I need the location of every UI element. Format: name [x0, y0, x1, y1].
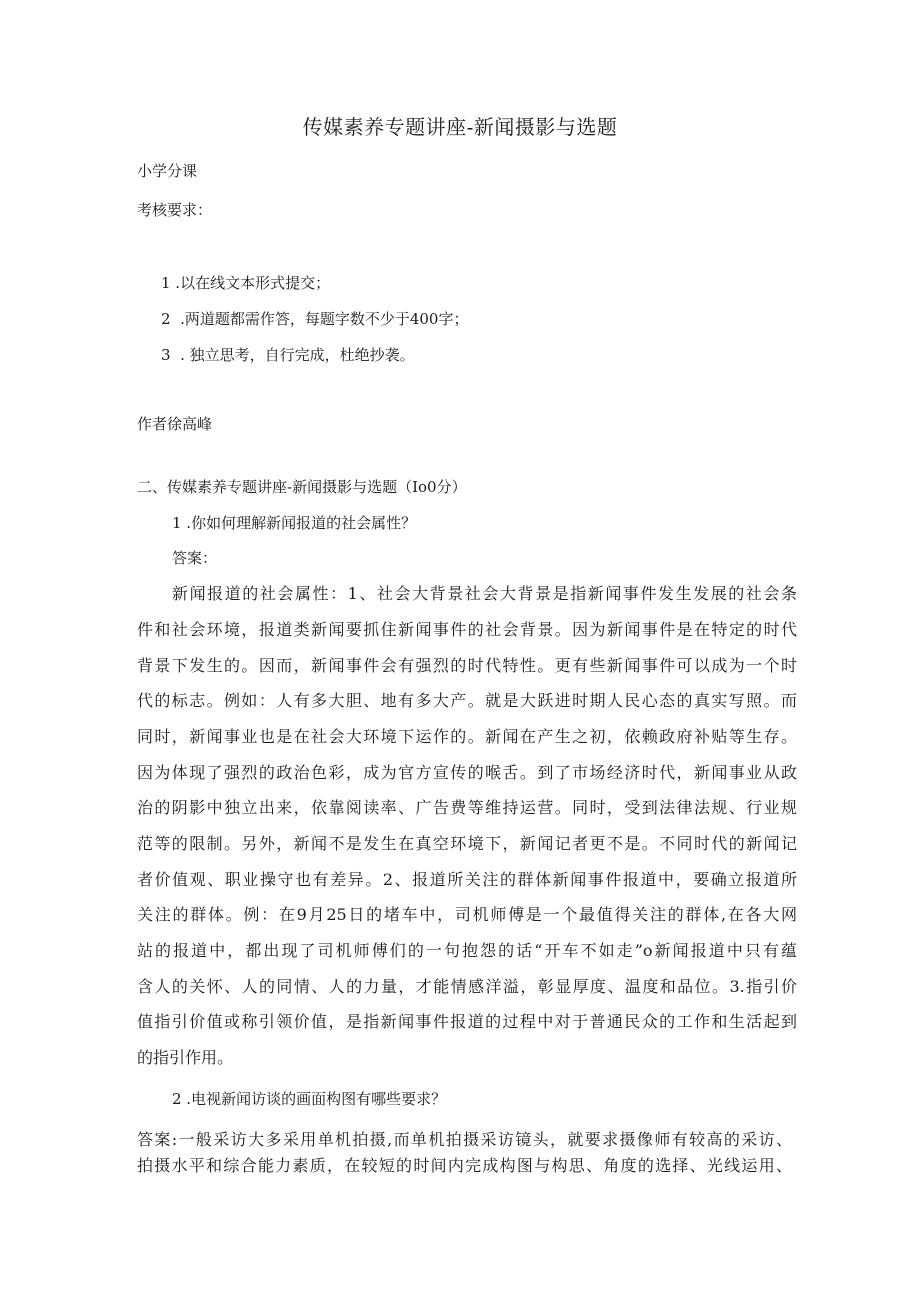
answer-1-line: 同时，新闻事业也是在社会大环境下运作的。新闻在产生之初，依赖政府补贴等生存。 [137, 727, 797, 746]
answer-1-line: 件和社会环境，报道类新闻要抓住新闻事件的社会背景。因为新闻事件是在特定的时代 [137, 620, 797, 639]
section-heading: 二、传媒素养专题讲座-新闻摄影与选题（Io0分） [137, 478, 467, 496]
answer-1-line: 代的标志。例如：人有多大胆、地有多大产。就是大跃进时期人民心态的真实写照。而 [137, 691, 797, 710]
document-title: 传媒素养专题讲座-新闻摄影与选题 [302, 115, 618, 139]
requirements-heading: 考核要求： [137, 201, 213, 219]
answer-1-line: 站的报道中，都出现了司机师傅们的一句抱怨的话“开车不如走”o新闻报道中只有蕴 [137, 941, 797, 960]
answer-1-line: 范等的限制。另外，新闻不是发生在真空环境下，新闻记者更不是。不同时代的新闻记 [137, 834, 797, 853]
answer-1-line: 因为体现了强烈的政治色彩，成为官方宣传的喉舌。到了市场经济时代，新闻事业从政 [137, 763, 797, 782]
answer-1-line: 背景下发生的。因而，新闻事件会有强烈的时代特性。更有些新闻事件可以成为一个时 [137, 656, 797, 675]
requirement-item: 3 . 独立思考，自行完成，杜绝抄袭。 [161, 346, 415, 364]
answer-label: 答案： [172, 549, 218, 567]
question-2: 2 .电视新闻访谈的画面构图有哪些要求？ [172, 1090, 447, 1108]
author-line: 作者徐高峰 [137, 415, 213, 433]
answer-2-line: 答案:一般采访大多采用单机拍摄,而单机拍摄采访镜头，就要求摄像师有较高的采访、 [137, 1130, 792, 1149]
answer-1-line: 新闻报道的社会属性：1、社会大背景社会大背景是指新闻事件发生发展的社会条 [172, 584, 797, 603]
answer-1-line: 的指引作用。 [137, 1048, 234, 1067]
answer-1-line: 关注的群体。例：在9月25日的堵车中，司机师傅是一个最值得关注的群体,在各大网 [137, 905, 797, 924]
answer-1-line: 治的阴影中独立出来，依靠阅读率、广告费等维持运营。同时，受到法律法规、行业规 [137, 798, 797, 817]
answer-1-line: 者价值观、职业操守也有差异。2、报道所关注的群体新闻事件报道中，要确立报道所 [137, 870, 797, 889]
requirement-item: 2 .两道题都需作答，每题字数不少于400字； [161, 310, 469, 328]
answer-1-line: 值指引价值或称引领价值，是指新闻事件报道的过程中对于普通民众的工作和生活起到 [137, 1012, 797, 1031]
answer-2-line: 拍摄水平和综合能力素质，在较短的时间内完成构图与构思、角度的选择、光线运用、 [137, 1156, 792, 1175]
course-type: 小学分课 [137, 162, 198, 180]
answer-1-line: 含人的关怀、人的同情、人的力量，才能情感洋溢，彰显厚度、温度和品位。3.指引价 [137, 977, 797, 996]
requirement-item: 1 .以在线文本形式提交； [161, 274, 331, 292]
question-1: 1 .你如何理解新闻报道的社会属性？ [172, 514, 417, 532]
